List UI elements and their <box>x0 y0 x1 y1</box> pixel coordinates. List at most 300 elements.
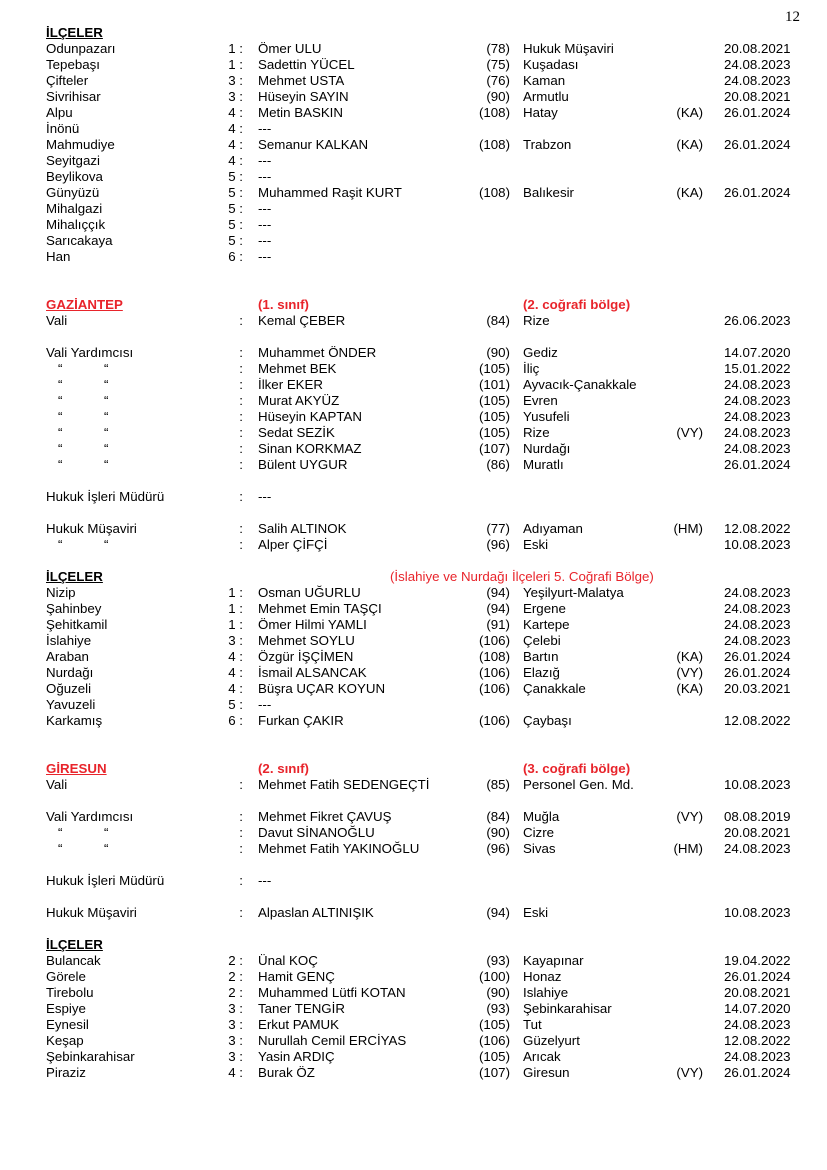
table-row <box>0 697 827 713</box>
table-row <box>0 841 827 857</box>
position-name: Hukuk Müşaviri <box>46 521 137 536</box>
table-row <box>0 537 827 553</box>
ditto-mark: “ <box>58 441 63 456</box>
person-name: Özgür İŞÇİMEN <box>258 649 354 664</box>
previous-post: Evren <box>523 393 558 408</box>
appointment-date: 20.08.2021 <box>724 89 791 104</box>
spacer <box>0 505 827 521</box>
table-row <box>0 953 827 969</box>
district-heading-row <box>0 25 827 41</box>
appointment-date: 26.01.2024 <box>724 137 791 152</box>
district-heading: İLÇELER <box>46 937 103 952</box>
table-row <box>0 169 827 185</box>
term-code: (106) <box>478 1033 510 1048</box>
person-name: Metin BASKIN <box>258 105 343 120</box>
person-name: Salih ALTINOK <box>258 521 347 536</box>
class-number: 6 : <box>228 249 243 264</box>
class-number: : <box>239 777 243 792</box>
table-row <box>0 1049 827 1065</box>
appointment-date: 26.01.2024 <box>724 665 791 680</box>
table-row <box>0 873 827 889</box>
table-row <box>0 809 827 825</box>
table-row <box>0 457 827 473</box>
class-number: 4 : <box>228 649 243 664</box>
previous-post: Balıkesir <box>523 185 574 200</box>
previous-post: Giresun <box>523 1065 570 1080</box>
appointment-date: 24.08.2023 <box>724 601 791 616</box>
table-row <box>0 393 827 409</box>
person-name: --- <box>258 169 272 184</box>
table-row <box>0 57 827 73</box>
person-name: Mehmet BEK <box>258 361 337 376</box>
previous-post: Hukuk Müşaviri <box>523 41 614 56</box>
status-note: (HM) <box>673 841 703 856</box>
table-row <box>0 633 827 649</box>
table-row <box>0 969 827 985</box>
term-code: (85) <box>486 777 510 792</box>
spacer <box>0 889 827 905</box>
previous-post: Trabzon <box>523 137 572 152</box>
person-name: Bülent UYGUR <box>258 457 348 472</box>
appointment-date: 20.08.2021 <box>724 985 791 1000</box>
person-name: Muhammed Raşit KURT <box>258 185 402 200</box>
appointment-date: 26.01.2024 <box>724 1065 791 1080</box>
class-number: : <box>239 377 243 392</box>
person-name: Yasin ARDIÇ <box>258 1049 335 1064</box>
class-number: 3 : <box>228 1001 243 1016</box>
term-code: (108) <box>478 137 510 152</box>
term-code: (101) <box>478 377 510 392</box>
class-number: 1 : <box>228 617 243 632</box>
appointment-date: 24.08.2023 <box>724 585 791 600</box>
region-note: (İslahiye ve Nurdağı İlçeleri 5. Coğrafi Bölge) <box>390 569 654 584</box>
table-row <box>0 521 827 537</box>
table-row <box>0 713 827 729</box>
table-row <box>0 649 827 665</box>
previous-post: Eski <box>523 537 549 552</box>
person-name: --- <box>258 873 272 888</box>
previous-post: İliç <box>523 361 540 376</box>
term-code: (108) <box>478 105 510 120</box>
ditto-mark: “ <box>58 457 63 472</box>
status-note: (VY) <box>676 665 703 680</box>
term-code: (106) <box>478 665 510 680</box>
table-row <box>0 249 827 265</box>
table-row <box>0 777 827 793</box>
table-row <box>0 905 827 921</box>
class-number: 5 : <box>228 233 243 248</box>
appointment-date: 26.06.2023 <box>724 313 791 328</box>
appointment-date: 24.08.2023 <box>724 1049 791 1064</box>
ditto-mark: “ <box>58 361 63 376</box>
status-note: (VY) <box>676 809 703 824</box>
position-name: Şebinkarahisar <box>46 1049 135 1064</box>
class-number: 6 : <box>228 713 243 728</box>
table-row <box>0 217 827 233</box>
previous-post: Çelebi <box>523 633 561 648</box>
ditto-mark: “ <box>58 841 63 856</box>
appointment-date: 10.08.2023 <box>724 905 791 920</box>
table-row <box>0 201 827 217</box>
ditto-mark: “ <box>58 825 63 840</box>
previous-post: Yeşilyurt-Malatya <box>523 585 624 600</box>
previous-post: Kartepe <box>523 617 570 632</box>
table-row <box>0 105 827 121</box>
position-name: Tirebolu <box>46 985 94 1000</box>
table-row <box>0 73 827 89</box>
term-code: (107) <box>478 441 510 456</box>
position-name: Alpu <box>46 105 73 120</box>
position-name: Piraziz <box>46 1065 86 1080</box>
personnel-list <box>0 25 827 1081</box>
previous-post: Rize <box>523 313 550 328</box>
appointment-date: 12.08.2022 <box>724 1033 791 1048</box>
term-code: (108) <box>478 185 510 200</box>
person-name: --- <box>258 121 272 136</box>
appointment-date: 26.01.2024 <box>724 457 791 472</box>
term-code: (84) <box>486 809 510 824</box>
position-name: Yavuzeli <box>46 697 96 712</box>
previous-post: Nurdağı <box>523 441 571 456</box>
table-row <box>0 1065 827 1081</box>
table-row <box>0 425 827 441</box>
previous-post: Elazığ <box>523 665 560 680</box>
term-code: (93) <box>486 953 510 968</box>
previous-post: Adıyaman <box>523 521 583 536</box>
province-region: (2. coğrafi bölge) <box>523 297 631 312</box>
previous-post: Kaman <box>523 73 566 88</box>
person-name: Ünal KOÇ <box>258 953 318 968</box>
appointment-date: 19.04.2022 <box>724 953 791 968</box>
term-code: (108) <box>478 649 510 664</box>
class-number: : <box>239 345 243 360</box>
term-code: (105) <box>478 393 510 408</box>
position-name: Mihalıççık <box>46 217 106 232</box>
table-row <box>0 377 827 393</box>
term-code: (107) <box>478 1065 510 1080</box>
status-note: (KA) <box>676 681 703 696</box>
previous-post: Cizre <box>523 825 555 840</box>
class-number: : <box>239 905 243 920</box>
term-code: (90) <box>486 985 510 1000</box>
position-name: Şahinbey <box>46 601 102 616</box>
appointment-date: 24.08.2023 <box>724 377 791 392</box>
term-code: (86) <box>486 457 510 472</box>
previous-post: Armutlu <box>523 89 569 104</box>
person-name: Taner TENGİR <box>258 1001 345 1016</box>
person-name: --- <box>258 153 272 168</box>
position-name: Vali <box>46 313 68 328</box>
previous-post: Kuşadası <box>523 57 579 72</box>
class-number: : <box>239 393 243 408</box>
ditto-mark: “ <box>104 409 109 424</box>
person-name: Mehmet Emin TAŞÇI <box>258 601 382 616</box>
term-code: (84) <box>486 313 510 328</box>
term-code: (105) <box>478 425 510 440</box>
class-number: 4 : <box>228 105 243 120</box>
province-heading-row <box>0 761 827 777</box>
previous-post: Güzelyurt <box>523 1033 580 1048</box>
position-name: Günyüzü <box>46 185 100 200</box>
table-row <box>0 361 827 377</box>
class-number: 3 : <box>228 89 243 104</box>
appointment-date: 10.08.2023 <box>724 777 791 792</box>
person-name: Mehmet Fikret ÇAVUŞ <box>258 809 392 824</box>
person-name: Mehmet Fatih YAKINOĞLU <box>258 841 420 856</box>
ditto-mark: “ <box>104 377 109 392</box>
ditto-mark: “ <box>58 377 63 392</box>
spacer <box>0 473 827 489</box>
table-row <box>0 601 827 617</box>
table-row <box>0 137 827 153</box>
person-name: Büşra UÇAR KOYUN <box>258 681 386 696</box>
term-code: (76) <box>486 73 510 88</box>
term-code: (105) <box>478 361 510 376</box>
previous-post: Muğla <box>523 809 560 824</box>
class-number: 4 : <box>228 137 243 152</box>
term-code: (94) <box>486 905 510 920</box>
appointment-date: 14.07.2020 <box>724 345 791 360</box>
appointment-date: 14.07.2020 <box>724 1001 791 1016</box>
position-name: Sivrihisar <box>46 89 101 104</box>
position-name: Hukuk İşleri Müdürü <box>46 873 165 888</box>
spacer <box>0 265 827 281</box>
person-name: İsmail ALSANCAK <box>258 665 367 680</box>
class-number: 5 : <box>228 697 243 712</box>
appointment-date: 24.08.2023 <box>724 393 791 408</box>
previous-post: Tut <box>523 1017 542 1032</box>
person-name: Hüseyin SAYIN <box>258 89 349 104</box>
ditto-mark: “ <box>104 361 109 376</box>
class-number: : <box>239 841 243 856</box>
spacer <box>0 921 827 937</box>
appointment-date: 24.08.2023 <box>724 441 791 456</box>
class-number: 4 : <box>228 681 243 696</box>
table-row <box>0 489 827 505</box>
class-number: : <box>239 521 243 536</box>
page-number: 12 <box>785 9 800 25</box>
term-code: (105) <box>478 1049 510 1064</box>
position-name: Vali Yardımcısı <box>46 345 134 360</box>
class-number: 5 : <box>228 185 243 200</box>
table-row <box>0 617 827 633</box>
class-number: 2 : <box>228 969 243 984</box>
class-number: 4 : <box>228 665 243 680</box>
person-name: Ömer ULU <box>258 41 322 56</box>
table-row <box>0 1033 827 1049</box>
status-note: (VY) <box>676 425 703 440</box>
person-name: Erkut PAMUK <box>258 1017 340 1032</box>
district-heading-row <box>0 569 827 585</box>
ditto-mark: “ <box>104 457 109 472</box>
person-name: İlker EKER <box>258 377 324 392</box>
position-name: Bulancak <box>46 953 101 968</box>
table-row <box>0 825 827 841</box>
district-heading-row <box>0 937 827 953</box>
class-number: : <box>239 537 243 552</box>
person-name: Osman UĞURLU <box>258 585 361 600</box>
position-name: Beylikova <box>46 169 103 184</box>
status-note: (KA) <box>676 137 703 152</box>
position-name: Hukuk Müşaviri <box>46 905 137 920</box>
previous-post: Bartın <box>523 649 559 664</box>
previous-post: Yusufeli <box>523 409 570 424</box>
class-number: 3 : <box>228 1049 243 1064</box>
person-name: Furkan ÇAKIR <box>258 713 344 728</box>
class-number: : <box>239 425 243 440</box>
position-name: Çifteler <box>46 73 89 88</box>
class-number: 1 : <box>228 57 243 72</box>
appointment-date: 26.01.2024 <box>724 105 791 120</box>
person-name: Hüseyin KAPTAN <box>258 409 362 424</box>
term-code: (105) <box>478 1017 510 1032</box>
person-name: Alper ÇİFÇİ <box>258 537 328 552</box>
table-row <box>0 1001 827 1017</box>
class-number: : <box>239 441 243 456</box>
position-name: Araban <box>46 649 89 664</box>
district-heading: İLÇELER <box>46 25 103 40</box>
term-code: (90) <box>486 825 510 840</box>
table-row <box>0 585 827 601</box>
status-note: (HM) <box>673 521 703 536</box>
table-row <box>0 313 827 329</box>
position-name: Sarıcakaya <box>46 233 113 248</box>
ditto-mark: “ <box>58 425 63 440</box>
position-name: Mihalgazi <box>46 201 103 216</box>
spacer <box>0 793 827 809</box>
person-name: Ömer Hilmi YAMLI <box>258 617 367 632</box>
ditto-mark: “ <box>104 825 109 840</box>
appointment-date: 20.08.2021 <box>724 41 791 56</box>
table-row <box>0 233 827 249</box>
appointment-date: 26.01.2024 <box>724 649 791 664</box>
appointment-date: 24.08.2023 <box>724 633 791 648</box>
appointment-date: 08.08.2019 <box>724 809 791 824</box>
previous-post: Şebinkarahisar <box>523 1001 612 1016</box>
position-name: Eynesil <box>46 1017 89 1032</box>
term-code: (100) <box>478 969 510 984</box>
position-name: Vali <box>46 777 68 792</box>
table-row <box>0 121 827 137</box>
class-number: 3 : <box>228 1033 243 1048</box>
person-name: Kemal ÇEBER <box>258 313 346 328</box>
status-note: (KA) <box>676 105 703 120</box>
previous-post: Eski <box>523 905 549 920</box>
term-code: (106) <box>478 713 510 728</box>
class-number: : <box>239 361 243 376</box>
status-note: (KA) <box>676 649 703 664</box>
province-class: (1. sınıf) <box>258 297 309 312</box>
term-code: (96) <box>486 841 510 856</box>
class-number: 2 : <box>228 953 243 968</box>
table-row <box>0 41 827 57</box>
spacer <box>0 745 827 761</box>
person-name: Hamit GENÇ <box>258 969 335 984</box>
position-name: İnönü <box>46 121 80 136</box>
person-name: Muhammet ÖNDER <box>258 345 377 360</box>
appointment-date: 12.08.2022 <box>724 521 791 536</box>
person-name: Mehmet SOYLU <box>258 633 355 648</box>
appointment-date: 24.08.2023 <box>724 57 791 72</box>
position-name: Espiye <box>46 1001 86 1016</box>
position-name: Odunpazarı <box>46 41 116 56</box>
position-name: Nurdağı <box>46 665 94 680</box>
table-row <box>0 185 827 201</box>
term-code: (106) <box>478 681 510 696</box>
class-number: 4 : <box>228 153 243 168</box>
position-name: Vali Yardımcısı <box>46 809 134 824</box>
table-row <box>0 409 827 425</box>
term-code: (77) <box>486 521 510 536</box>
ditto-mark: “ <box>104 393 109 408</box>
person-name: Sedat SEZİK <box>258 425 335 440</box>
term-code: (90) <box>486 89 510 104</box>
spacer <box>0 553 827 569</box>
class-number: 5 : <box>228 217 243 232</box>
person-name: Mehmet USTA <box>258 73 345 88</box>
person-name: Mehmet Fatih SEDENGEÇTİ <box>258 777 430 792</box>
person-name: --- <box>258 249 272 264</box>
position-name: Seyitgazi <box>46 153 100 168</box>
person-name: --- <box>258 233 272 248</box>
ditto-mark: “ <box>104 841 109 856</box>
spacer <box>0 729 827 745</box>
previous-post: Personel Gen. Md. <box>523 777 634 792</box>
position-name: Nizip <box>46 585 76 600</box>
previous-post: Muratlı <box>523 457 564 472</box>
appointment-date: 24.08.2023 <box>724 409 791 424</box>
province-heading-row <box>0 297 827 313</box>
appointment-date: 20.03.2021 <box>724 681 791 696</box>
appointment-date: 26.01.2024 <box>724 185 791 200</box>
person-name: --- <box>258 489 272 504</box>
class-number: 4 : <box>228 121 243 136</box>
previous-post: Hatay <box>523 105 558 120</box>
term-code: (105) <box>478 409 510 424</box>
appointment-date: 20.08.2021 <box>724 825 791 840</box>
person-name: Semanur KALKAN <box>258 137 369 152</box>
term-code: (94) <box>486 601 510 616</box>
term-code: (90) <box>486 345 510 360</box>
spacer <box>0 329 827 345</box>
position-name: Tepebaşı <box>46 57 100 72</box>
person-name: Sadettin YÜCEL <box>258 57 355 72</box>
class-number: 1 : <box>228 41 243 56</box>
class-number: 3 : <box>228 73 243 88</box>
spacer <box>0 281 827 297</box>
person-name: Muhammed Lütfi KOTAN <box>258 985 406 1000</box>
ditto-mark: “ <box>58 409 63 424</box>
person-name: Nurullah Cemil ERCİYAS <box>258 1033 407 1048</box>
previous-post: Sivas <box>523 841 556 856</box>
position-name: Han <box>46 249 71 264</box>
class-number: : <box>239 457 243 472</box>
term-code: (94) <box>486 585 510 600</box>
appointment-date: 15.01.2022 <box>724 361 791 376</box>
appointment-date: 12.08.2022 <box>724 713 791 728</box>
class-number: 5 : <box>228 201 243 216</box>
appointment-date: 24.08.2023 <box>724 1017 791 1032</box>
previous-post: Rize <box>523 425 550 440</box>
person-name: Alpaslan ALTINIŞIK <box>258 905 374 920</box>
class-number: : <box>239 873 243 888</box>
position-name: İslahiye <box>46 633 92 648</box>
appointment-date: 24.08.2023 <box>724 617 791 632</box>
ditto-mark: “ <box>104 537 109 552</box>
table-row <box>0 985 827 1001</box>
ditto-mark: “ <box>58 393 63 408</box>
class-number: : <box>239 313 243 328</box>
